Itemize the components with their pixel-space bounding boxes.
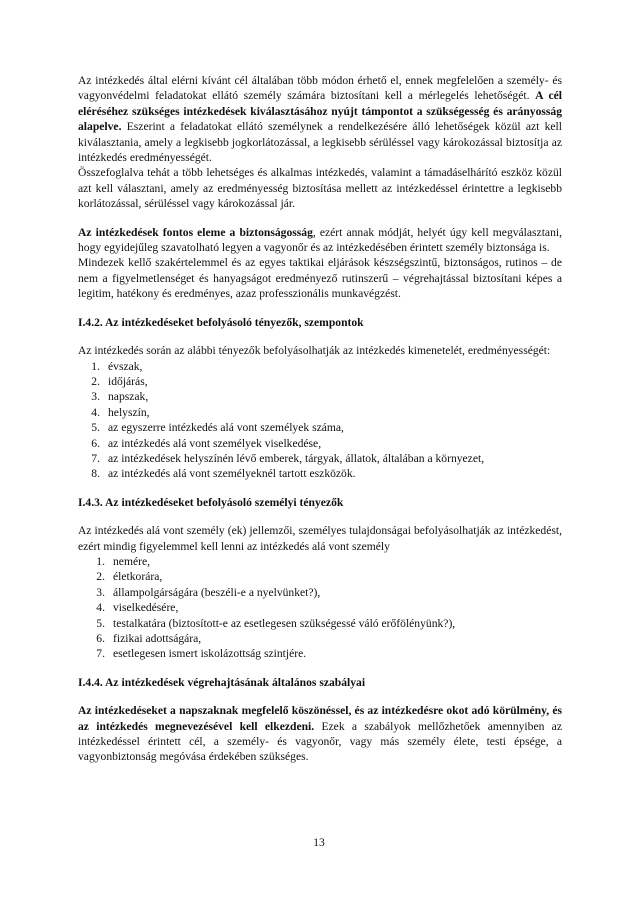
list-number: 2. [91,374,100,388]
list-text: állampolgárságára (beszéli-e a nyelvünket?), [113,585,321,599]
para1-text-b: Eszerint a feladatokat ellátó személynek a rendelkezésére álló lehetőségek közül azt kell kiválasztania, amely a legkisebb jogkorlátozással, a legkisebb sérüléssel vagy károkozással biztosítja az intézkedés eredményességét. [78,120,562,165]
list-text: életkorára, [113,570,163,584]
personal-factor-item [78,616,562,631]
personal-factor-item [78,585,562,600]
personal-factor-item [78,631,562,646]
section3-bold: Az intézkedéseket a napszaknak megfelelő köszönéssel, és az intézkedésre okot adó körülmény, és az intézkedés megnevezésével kell elkezdeni. [78,704,562,733]
list-text: évszak, [108,359,143,373]
list-text: helyszín, [108,405,150,419]
section-heading-szabalyai: I.4.4. Az intézkedések végrehajtásának általános szabályai [78,675,366,689]
list-number: 6. [96,632,105,645]
list-number: 3. [91,390,100,404]
paragraph-biztonsagossag [78,225,562,256]
para1-text-a: Az intézkedés által elérni kívánt cél általában több módon érhető el, ennek megfelelően a személy- és vagyonvédelmi feladatokat ellátó személy számára biztosítani kell a mérlegelés lehetőségét. [78,74,562,103]
para3-bold: Az intézkedések fontos eleme a biztonságosság [78,225,313,239]
list-text: nemére, [113,554,151,568]
list-number: 7. [96,647,105,661]
list-text: esetlegesen ismert iskolázottság szintjére. [113,647,307,661]
para1-bold: A cél eléréséhez szükséges intézkedések kiválasztásához nyújt támpontot a szükségesség és arányosság alapelve. [78,89,562,134]
personal-factors-list [78,554,562,662]
factor-item [78,420,562,435]
list-number: 6. [91,436,100,450]
paragraph-osszefoglalva: Összefoglalva tehát a több lehetséges és alkalmas intézkedés, valamint a támadáselhárító eszköz közül azt kell választani, amely az eredményesség biztosítása mellett az intézkedéssel érintettre a legkisebb korlátozással, sérüléssel vagy károkozással jár. [78,166,562,211]
factor-item [78,466,562,481]
personal-factor-item [78,569,562,584]
section-heading-szemelyi: I.4.3. Az intézkedéseket befolyásoló személyi tényezők [78,495,344,509]
personal-factor-item [78,554,562,569]
list-number: 2. [96,570,105,584]
factor-item [78,359,562,374]
section2-intro: Az intézkedés alá vont személy (ek) jellemzői, személyes tulajdonságai befolyásolhatják az intézkedést, ezért mindig figyelemmel kell lenni az intézkedés alá vont személy [78,524,562,553]
para3-text: , ezért annak módját, helyét úgy kell megválasztani, hogy egyidejűleg szavatolható legyen a vagyonőr és az intézkedésében érintett személy biztonsága is. [78,225,562,255]
list-number: 5. [91,421,100,435]
factor-item [78,436,562,451]
factor-item [78,451,562,466]
list-number: 4. [96,601,105,615]
list-text: az intézkedés alá vont személyek viselkedése, [108,436,322,450]
list-text: fizikai adottságára, [113,632,202,645]
list-number: 7. [91,451,100,465]
list-number: 5. [96,616,105,630]
factors-list [78,359,562,482]
list-number: 8. [91,467,100,481]
list-text: testalkatára (biztosított-e az esetlegesen szükségessé váló erőfölényünk?), [113,616,456,630]
section1-intro: Az intézkedés során az alábbi tényezők befolyásolhatják az intézkedés kimenetelét, eredményességét: [78,344,551,358]
factor-item [78,389,562,404]
list-number: 4. [91,405,100,419]
list-text: napszak, [108,390,149,404]
list-text: az egyszerre intézkedés alá vont személyek száma, [108,421,344,435]
list-number: 1. [91,359,100,373]
section-heading-tenyezok: I.4.2. Az intézkedéseket befolyásoló tényezők, szempontok [78,315,364,329]
section3-text: Ezek a szabályok mellőzhetőek amennyiben az intézkedéssel érintett cél, a személy- és vagyonőr, vagy más személy élete, testi épsége, a vagyonbiztonság megóvása érdekében szükséges. [78,719,562,764]
personal-factor-item [78,600,562,615]
paragraph-mindezek: Mindezek kellő szakértelemmel és az egyes taktikai eljárások készségszintű, biztonságos, rutinos – de nem a figyelmetlenséget és hanyagságot eredményező rutinszerű – végrehajtással biztosítani képes a legitim, hatékony és eredményes, azaz professzionális munkavégzést. [78,256,562,301]
list-text: időjárás, [108,374,148,388]
list-text: viselkedésére, [113,601,179,615]
list-text: az intézkedés alá vont személyeknél tartott eszközök. [108,467,356,481]
factor-item [78,374,562,389]
list-text: az intézkedések helyszínén lévő emberek, tárgyak, állatok, általában a környezet, [108,451,485,465]
personal-factor-item [78,646,562,661]
list-number: 1. [96,554,105,568]
paragraph-mérlegelés [78,73,562,165]
factor-item [78,405,562,420]
list-number: 3. [96,585,105,599]
page-number: 13 [313,836,325,849]
paragraph-szabalyok [78,703,562,765]
document-page [78,73,562,765]
